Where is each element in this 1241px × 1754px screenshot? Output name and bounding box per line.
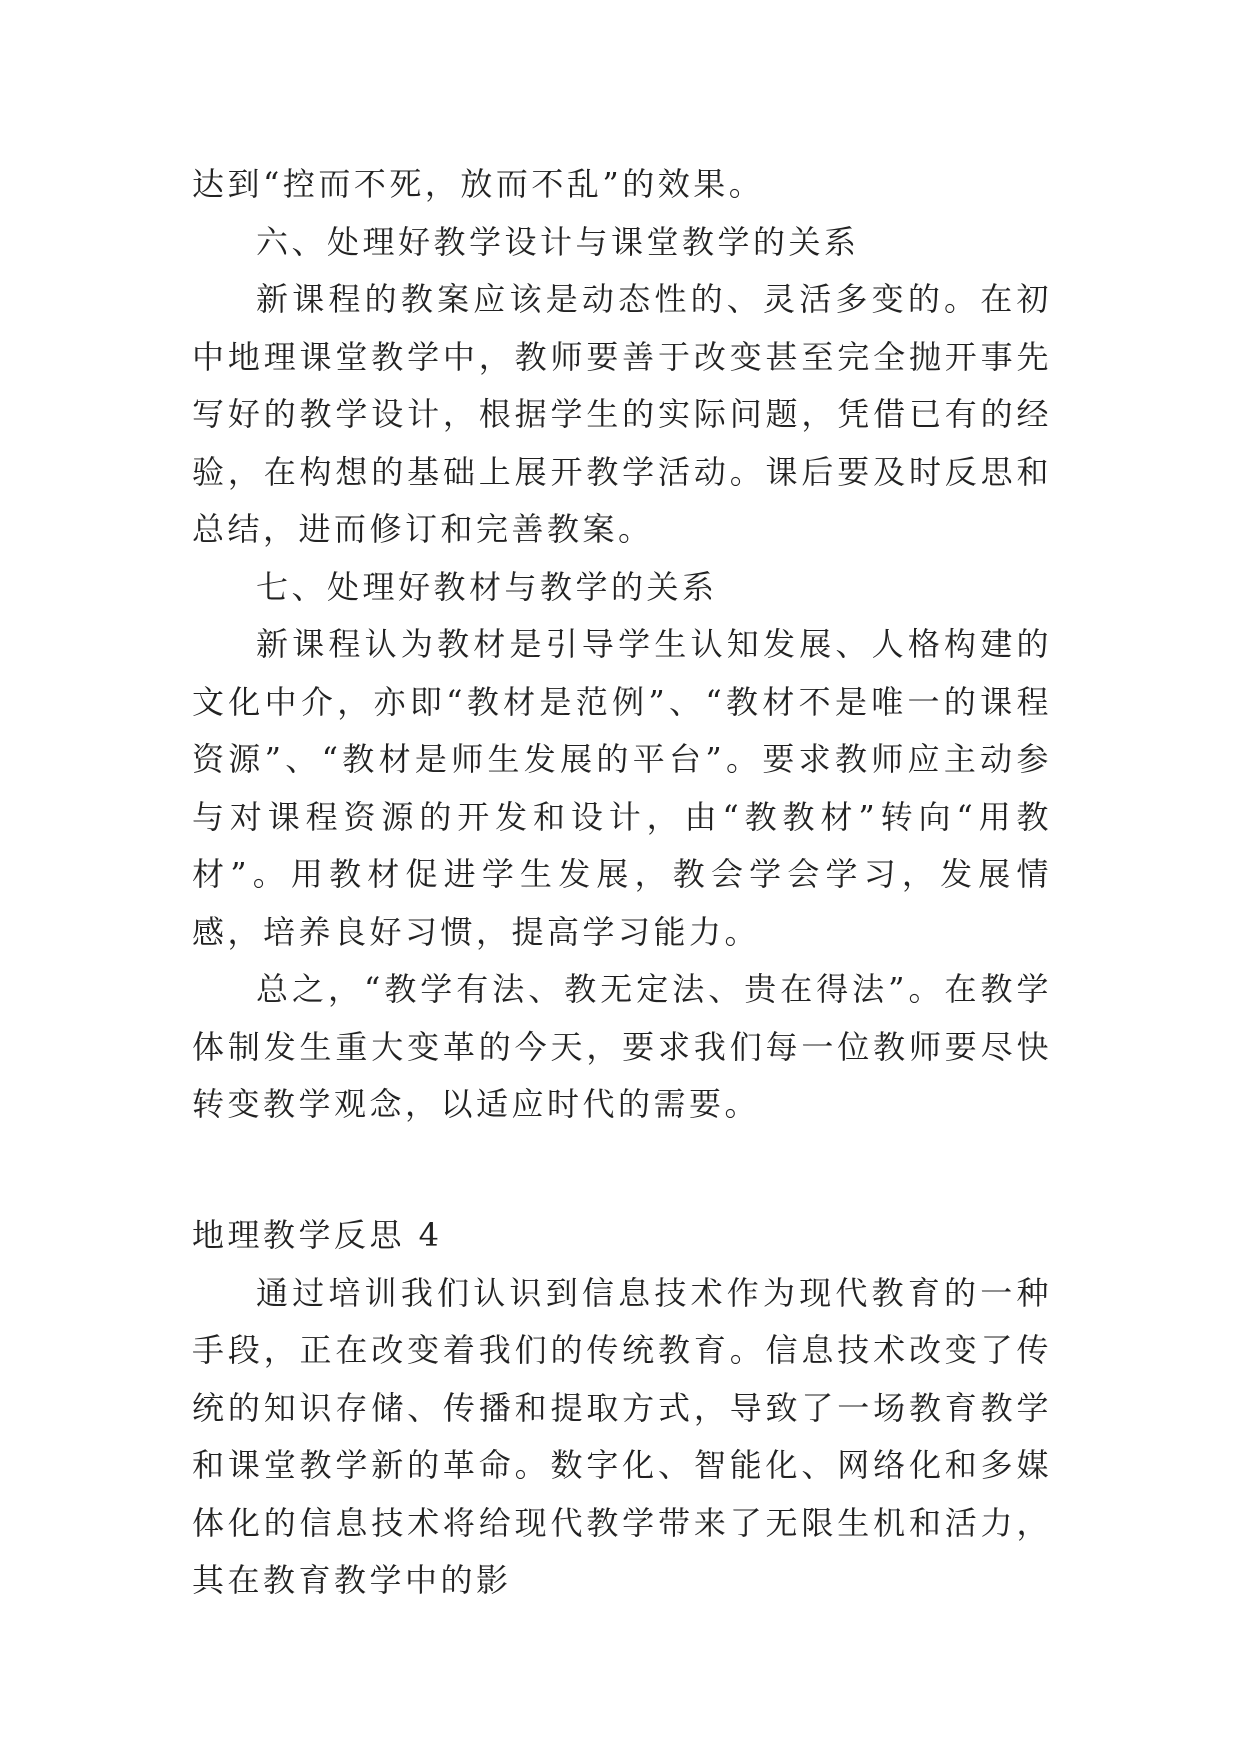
paragraph-continuation: 达到“控而不死，放而不乱”的效果。 [192,165,765,203]
paragraph-lesson-plan: 新课程的教案应该是动态性的、灵活多变的。在初中地理课堂教学中，教师要善于改变甚至完全抛开事先写好的教学设计，根据学生的实际问题，凭借已有的经验，在构想的基础上展开教学活动。课后要及时反思和总结，进而修订和完善教案。 [192,280,1052,548]
section-heading-seven: 七、处理好教材与教学的关系 [256,567,718,606]
paragraph-textbook: 新课程认为教材是引导学生认知发展、人格构建的文化中介，亦即“教材是范例”、“教材不是唯一的课程资源”、“教材是师生发展的平台”。要求教师应主动参与对课程资源的开发和设计，由“教教材”转向“用教材”。用教材促进学生发展，教会学会学习，发展情感，培养良好习惯，提高学习能力。 [192,625,1052,951]
section-heading-six: 六、处理好教学设计与课堂教学的关系 [256,222,860,261]
section-title: 地理教学反思 4 [192,1216,443,1254]
paragraph-conclusion: 总之，“教学有法、教无定法、贵在得法”。在教学体制发生重大变革的今天，要求我们每一位教师要尽快转变教学观念，以适应时代的需要。 [192,970,1052,1123]
text-block-bottom [192,1207,1052,1610]
paragraph-information-technology: 通过培训我们认识到信息技术作为现代教育的一种手段，正在改变着我们的传统教育。信息技术改变了传统的知识存储、传播和提取方式，导致了一场教育教学和课堂教学新的革命。数字化、智能化、网络化和多媒体化的信息技术将给现代教学带来了无限生机和活力，其在教育教学中的影 [192,1273,1052,1599]
text-block-top [192,156,1052,1134]
